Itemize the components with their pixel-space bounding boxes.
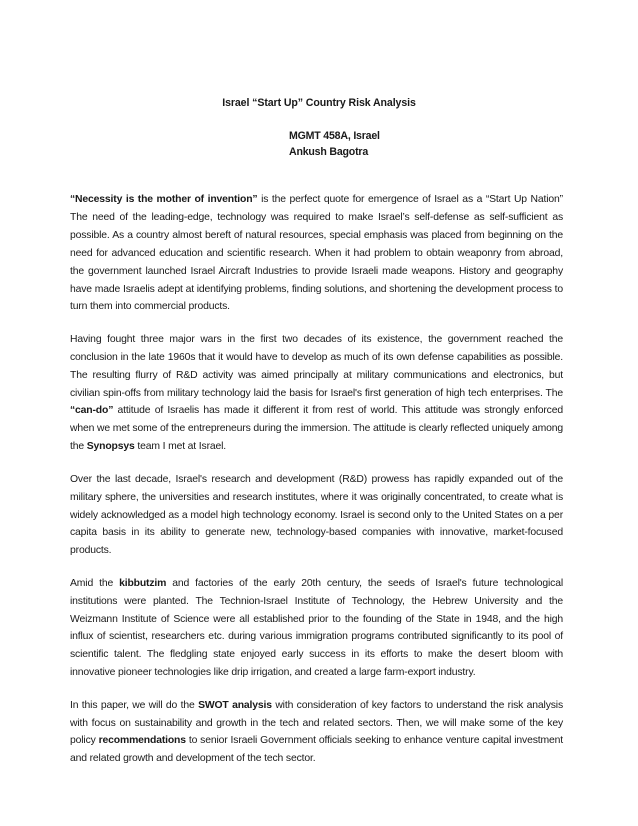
paragraph-3	[70, 471, 563, 561]
paragraph-2	[70, 331, 563, 456]
paragraph-5-text-a: In this paper, we will do the	[70, 699, 199, 711]
paragraph-4-bold-kibbutzim: kibbutzim	[119, 577, 167, 589]
paragraph-4-text-a: Amid the	[70, 577, 120, 589]
paragraph-5-bold-swot: SWOT analysis	[198, 699, 272, 711]
paragraph-2-text-c: team I met at Israel.	[134, 441, 227, 453]
paragraph-2-bold-synopsys: Synopsys	[86, 441, 135, 453]
author-name: Ankush Bagotra	[289, 146, 369, 158]
paragraph-4	[70, 575, 563, 682]
document-body	[70, 191, 563, 783]
paragraph-5-text-b: with consideration of key factors to understand the risk analysis with focus on sustainability and growth in the tech and related sectors. Then, we will make some of the key policy	[70, 699, 563, 747]
paragraph-1-lead: “Necessity is the mother of invention”	[70, 194, 258, 205]
document-title: Israel “Start Up” Country Risk Analysis	[222, 97, 416, 109]
paragraph-2-bold-can-do: “can-do”	[70, 405, 114, 417]
paragraph-5-bold-recommendations: recommendations	[98, 735, 186, 747]
paragraph-2-text-b: attitude of Israelis has made it different it from rest of world. This attitude was strongly enforced when we met some of the entrepreneurs during the immersion. The attitude is clearly reflected uniquely among the	[70, 405, 563, 453]
paragraph-1	[70, 191, 563, 316]
paragraph-1-text: is the perfect quote for emergence of Israel as a “Start Up Nation” The need of the leading-edge, technology was required to make Israel’s self-defense as self-sufficient as possible. As a country almost bereft of natural resources, special emphasis was placed from beginning on the need for advanced education and scientific research. When it had problem to obtain weaponry from abroad, the government launched Israel Aircraft Industries to provide Israeli made weapons. History and geography have made Israelis adept at identifying problems, finding solutions, and shortening the development process to turn them into commercial products.	[70, 194, 563, 313]
paragraph-5	[70, 697, 563, 769]
paragraph-3-text: Over the last decade, Israel's research and development (R&D) prowess has rapidly expanded out of the military sphere, the universities and research institutes, where it was originally concentrated, to create what is widely acknowledged as a model high technology economy. Israel is second only to the United States on a per capita basis in its ability to generate new, technology-based companies with innovative, market-focused products.	[70, 473, 563, 557]
course-code: MGMT 458A, Israel	[289, 130, 380, 142]
paragraph-4-text-b: and factories of the early 20th century, the seeds of Israel's future technological institutions were planted. The Technion-Israel Institute of Technology, the Hebrew University and the Weizmann Institute of Science were all established prior to the founding of the State in 1948, and the high influx of scientist, researchers etc. during various immigration programs contributed significantly to its pool of scientific talent. The fledgling state enjoyed early success in its efforts to make the desert bloom with innovative pioneer technologies like drip irrigation, and created a large farm-export industry.	[70, 577, 563, 679]
paragraph-5-text-c: to senior Israeli Government officials seeking to enhance venture capital investment and related growth and development of the tech sector.	[70, 735, 564, 765]
paragraph-2-text-a: Having fought three major wars in the first two decades of its existence, the government reached the conclusion in the late 1960s that it would have to develop as much of its own defense capabilities as possible. The resulting flurry of R&D activity was aimed principally at military communications and electronics, but civilian spin-offs from military technology laid the basis for Israel's first generation of high tech enterprises. The	[70, 333, 563, 399]
